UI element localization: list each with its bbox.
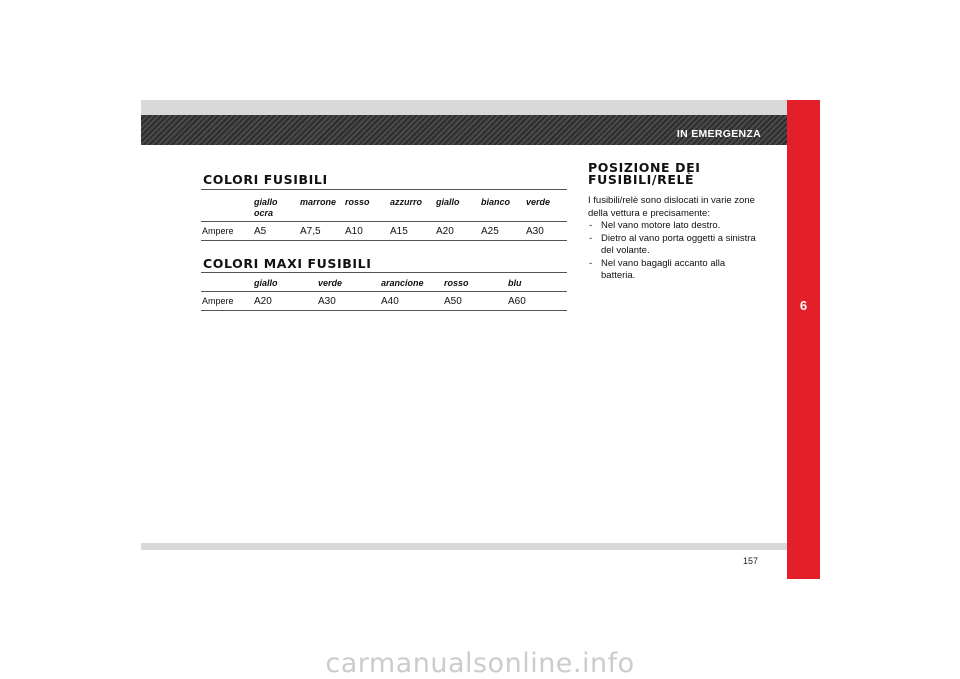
bullet-dash: - bbox=[589, 220, 593, 231]
fuse-table-mid-rule bbox=[201, 221, 567, 222]
fuse-table-bottom-rule bbox=[201, 240, 567, 241]
fuse-color-header: rosso bbox=[345, 197, 370, 207]
maxi-color-header: arancione bbox=[381, 278, 424, 288]
fuse-ampere-value: A30 bbox=[526, 226, 544, 237]
chapter-number: 6 bbox=[799, 298, 808, 313]
fuse-ampere-value: A5 bbox=[254, 226, 267, 237]
fuse-color-header: giallo bbox=[436, 197, 460, 207]
fuse-color-header: marrone bbox=[300, 197, 337, 207]
list-item-text: Nel vano motore lato destro. bbox=[601, 220, 721, 231]
maxi-table-top-rule bbox=[201, 272, 567, 273]
fuse-table-top-rule bbox=[201, 189, 567, 190]
list-item-text: Dietro al vano porta oggetti a sinistra del volante. bbox=[601, 232, 756, 256]
maxi-ampere-value: A50 bbox=[444, 296, 462, 307]
chapter-tab bbox=[787, 100, 820, 579]
section-header-band bbox=[141, 115, 787, 145]
fuse-position-title-line1: POSIZIONE DEI bbox=[588, 160, 701, 175]
maxi-ampere-value: A20 bbox=[254, 296, 272, 307]
fuse-row-label: Ampere bbox=[202, 226, 234, 236]
maxi-color-header: verde bbox=[318, 278, 343, 288]
fuse-position-list bbox=[588, 220, 758, 283]
fuse-position-title-line2: FUSIBILI/RELÈ bbox=[588, 172, 695, 187]
maxi-color-header: rosso bbox=[444, 278, 469, 288]
fuse-ampere-value: A20 bbox=[436, 226, 454, 237]
fuse-color-header: verde bbox=[526, 197, 551, 207]
maxi-table-bottom-rule bbox=[201, 310, 567, 311]
section-title: IN EMERGENZA bbox=[676, 128, 761, 140]
list-item bbox=[588, 220, 758, 233]
maxi-ampere-value: A30 bbox=[318, 296, 336, 307]
fuse-ampere-value: A10 bbox=[345, 226, 363, 237]
fuse-position-section bbox=[588, 162, 758, 283]
maxi-ampere-value: A40 bbox=[381, 296, 399, 307]
maxi-color-header: giallo bbox=[254, 278, 278, 288]
maxi-fuse-colors-title: COLORI MAXI FUSIBILI bbox=[203, 256, 372, 271]
list-item bbox=[588, 233, 758, 258]
fuse-color-header: giallo ocra bbox=[254, 197, 278, 218]
top-light-band bbox=[141, 100, 787, 115]
fuse-position-title bbox=[588, 162, 758, 186]
bullet-dash: - bbox=[589, 232, 593, 244]
maxi-color-header: blu bbox=[508, 278, 522, 288]
maxi-row-label: Ampere bbox=[202, 296, 234, 306]
list-item bbox=[588, 258, 758, 283]
fuse-ampere-value: A7,5 bbox=[300, 226, 321, 237]
fuse-position-intro: I fusibili/relè sono dislocati in varie zone della vettura e precisamente: bbox=[588, 195, 755, 219]
fuse-color-header: azzurro bbox=[390, 197, 423, 207]
fuse-ampere-value: A15 bbox=[390, 226, 408, 237]
watermark-text: carmanualsonline.info bbox=[325, 648, 635, 679]
footer-band bbox=[141, 543, 787, 550]
maxi-table-mid-rule bbox=[201, 291, 567, 292]
page-number: 157 bbox=[743, 556, 759, 566]
fuse-color-header: bianco bbox=[481, 197, 511, 207]
list-item-text: Nel vano bagagli accanto alla batteria. bbox=[601, 257, 726, 281]
fuse-ampere-value: A25 bbox=[481, 226, 499, 237]
bullet-dash: - bbox=[589, 257, 593, 269]
maxi-ampere-value: A60 bbox=[508, 296, 526, 307]
fuse-colors-title: COLORI FUSIBILI bbox=[203, 172, 328, 187]
